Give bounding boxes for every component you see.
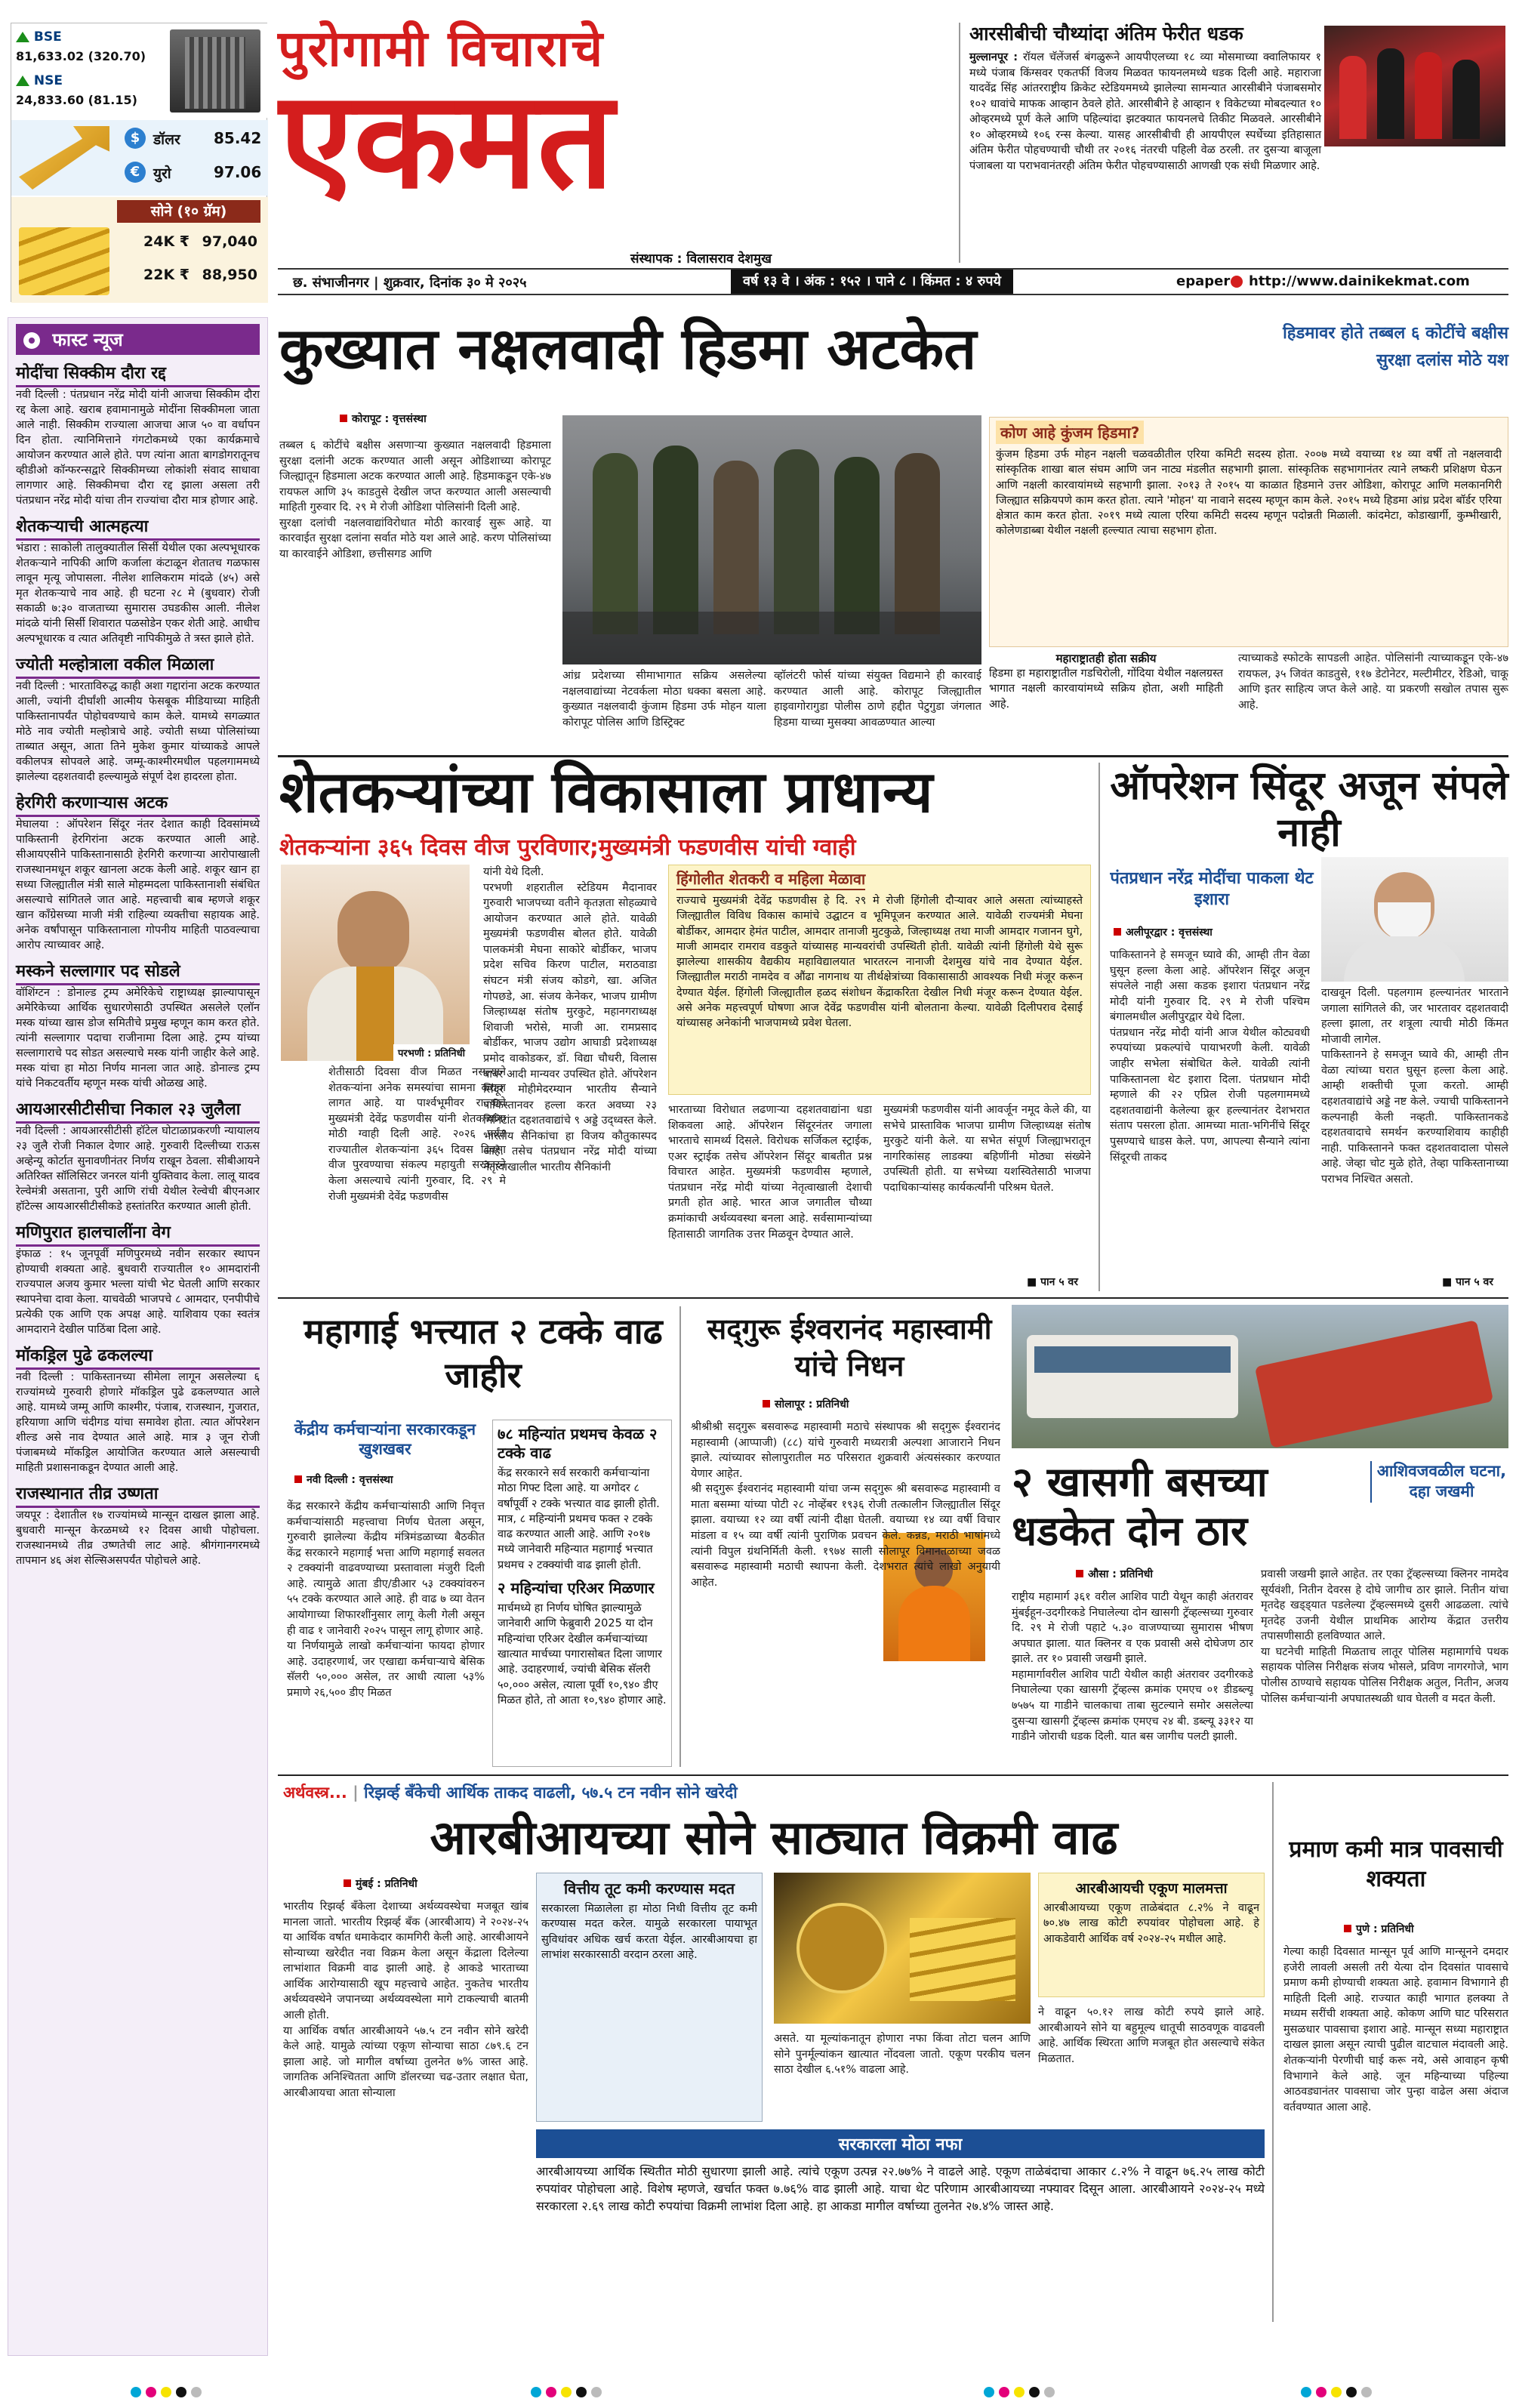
- registration-marks-far-right: [1299, 2386, 1374, 2400]
- hidma-box-body: कुंजम हिडमा उर्फ मोहन नक्षली चळवळीतील एरिया कमिटी सदस्य होता. २००७ मध्ये वयाच्या १४ व्या वर्षी तो नक्षलवादी सांस्कृतिक शाखा बाल संघम आणि जन नाट्य मंडलीत सहभागी झाला. सांस्कृतिक सहभागानंतर त्याने लष्करी प्रशिक्षण घेऊन आणि नक्षली कारवायांमध्ये सहभागी झाला. २०१३ ते २०१५ या काळात हिडमाने उत्तर ओडिशा, कोरापूट आणि मलकानगिरी जिल्ह्यात सक्रियपणे काम करत होता. त्याने 'मोहन' या नावाने सदस्य म्हणून काम केले. २०१५ मध्ये हिडमा आंध्र प्रदेश बॉर्डर एरिया क्षेत्रात काम करत होता. २०१९ मध्ये त्याला एरिया कमिटी सदस्य म्हणून पदोन्नती मिळाली. कांदमेटा, कोडाखार्गी, कुम्भीखारी, कोलेणडाब्बा येथील नक्षली हल्ल्यात त्याचा सहभाग होता.: [996, 449, 1502, 538]
- gold24-value: 97,040: [202, 233, 257, 250]
- hidma-col2: आंध्र प्रदेशच्या सीमाभागात सक्रिय असलेल्या नक्षलवाद्यांच्या नेटवर्कला मोठा धक्का बसला आहे. कुख्यात नक्षलवादी कुंजाम हिडमा उर्फ मोहन याला कोरापूट पोलिस आणि डिस्ट्रिक्ट: [562, 670, 766, 729]
- gear-icon: [23, 332, 40, 349]
- sidebar-item-headline: राजस्थानात तीव्र उष्णता: [16, 1480, 260, 1508]
- divider: [278, 755, 1508, 757]
- gold-box-body: सरकारला मिळालेला हा मोठा निधी वित्तीय तूट कमी करण्यास मदत करेल. यामुळे सरकारला पायाभूत सुविधांवर अधिक खर्च करता येईल. आरबीआयचा हा लाभांश सरकारसाठी वरदान ठरला आहे.: [541, 1903, 757, 1961]
- farmers-subhead: शेतकऱ्यांना ३६५ दिवस वीज पुरविणार;मुख्यमंत्री फडणवीस यांची ग्वाही: [279, 834, 856, 861]
- da-box: [492, 1420, 672, 1767]
- registration-marks-center: [528, 2386, 604, 2400]
- sidebar-item-body: नवी दिल्ली : भारताविरुद्ध काही अशा गद्दारांना अटक करण्यात आली, ज्यांनी दीर्घांशी आत्मीय फेसबूक मीडियाच्या माहिती पाकिस्तानापर्यंत पोहोचवण्याचे काम केले. यामध्ये सगळ्यात मोठे नाव ज्योती मल्होत्राचे आहे. ज्योती सध्या पोलिसांच्या ताब्यात असून, आता तिने मुकेश कुमार यांच्याकडे आपले वकीलपत्र सोपवले आहे. जम्मू-काश्मीरमधील पहलगाममध्ये झालेल्या दहशतवादी हल्ल्यामुळे संपूर्ण देश हादरला होता.: [16, 680, 260, 783]
- bus-byline: औसा : प्रतिनिधी: [1076, 1567, 1153, 1581]
- sidebar-item-body: इंफाळ : १५ जूनपूर्वी मणिपुरमध्ये नवीन सरकार स्थापन होण्याची शक्यता आहे. बुधवारी राज्यातील १० आमदारांनी राज्यपाल अजय कुमार भल्ला यांची भेट घेतली आणि सरकार स्थापनेचा दावा केला. याचवेळी भाजपचे ८ आमदार, एनपीपीचे प्रत्येकी एक आणि एक अपक्ष आहे. याशिवाय एका स्वतंत्र आमदाराने देखील पाठिंबा दिला आहे.: [16, 1248, 260, 1336]
- euro-icon: €: [125, 162, 146, 183]
- gold-col3: असते. या मूल्यांकनातून होणारा नफा किंवा तोटा चलन आणि सोने पुनर्मूल्यांकन खात्यात नोंदवला जातो. एकूण परकीय चलन साठा देखील ६.५१% वाढला आहे.: [774, 2033, 1031, 2077]
- dollar-value: 85.42: [214, 129, 262, 147]
- bse-panel: [11, 23, 268, 118]
- hidma-col1: तब्बल ६ कोटींचे बक्षीस असणाऱ्या कुख्यात नक्षलवादी हिडमाला सुरक्षा दलांनी अटक करण्यात आली असून ओडिशाच्या कोरापूट जिल्ह्यातून हिडमाला अटक करण्यात आली आहे. हिडमाकडून एके-४७ रायफल आणि ३५ काडतुसे देखील जप्त करण्यात आली असल्याची माहिती गुरुवार दि. २९ मे रोजी ओडिशा पोलिसांनी दिली आहे. सुरक्षा दलांची नक्षलवाद्यांविरोधात मोठी कारवाई सुरू आहे. या कारवाईत सुरक्षा दलांना सर्वात मोठे यश आले आहे. करण पोलिसांच्या या कारवाईने ओडिशा, छत्तीसगड आणि: [279, 439, 551, 561]
- registration-marks-left: [128, 2386, 204, 2400]
- epaper-label: epaper: [1176, 273, 1231, 289]
- hingoli-box-title: हिंगोलीत शेतकरी व महिला मेळावा: [676, 868, 865, 890]
- divider: [679, 1306, 681, 1767]
- issue-info: वर्ष १३ वे । अंक : १५२ । पाने ८ । किंमत : ४ रुपये: [731, 270, 1013, 294]
- top-story-text: रॉयल चॅलेंजर्स बंगळुरूने आयपीएलच्या १८ व्या मोसमाच्या क्वालिफायर १ मध्ये पंजाब किंग्सवर एकतर्फी विजय मिळवत फायनलमध्ये धडक दिली आहे. महाराजा यादवेंद्र सिंह आंतरराष्ट्रीय क्रिकेट स्टेडियममध्ये झालेल्या सामन्यात आरसीबीने पंजाबसमोर १०२ धावांचे माफक आव्हान ठेवले होते. आरसीबीने हे आव्हान १ विकेटच्या मोबदल्यात १० ओव्हरमध्ये पूर्ण केले आणि पहिल्यांदा झटक्यात फायनलचे तिकीट मिळवले. आरसीबीने १० ओव्हरमध्ये १०६ रन्स केल्या. यासह आरसीबीची ही आयपीएल स्पर्धेच्या इतिहासात अंतिम फेरीत पोहचण्याची चौथी तर २०१६ नंतरची पहिली वेळ ठरली. तर दुसऱ्या बाजूला पंजाबला या पराभवानंतरही अंतिम फेरीत पोहचण्यासाठी आणखी एक संधी मिळणार आहे.: [969, 51, 1321, 173]
- website-link[interactable]: http://www.dainikekmat.com: [1249, 273, 1470, 289]
- obit-body: श्रीश्रीश्री सद्‌गुरू बसवारूढ महास्वामी मठाचे संस्थापक श्री सद्‌गुरू ईश्वरानंद महास्वामी (आप्पाजी) (८८) यांचे गुरुवारी मध्यरात्री अल्पशा आजाराने निधन झाले. त्यांच्यावर सोलापुरातील मठ परिसरात शुक्रवारी अंत्यसंस्कार करण्यात येणार आहेत. श्री सद्‌गुरू ईश्वरानंद महास्वामी यांचा जन्म सद्‌गुरू श्री बसवारूढ महास्वामी व माता बसम्मा यांच्या पोटी २८ नोव्हेंबर १९३६ रोजी तत्कालीन जिल्ह्यातील सिंदूर झाला. वयाच्या १२ व्या वर्षी त्यांनी दीक्षा घेतली. वयाच्या १४ व्या वर्षी विचार मांडला व १५ व्या वर्षी त्यांनी पुराणिक प्रवचन केले. कन्नड, मराठी भाषांमध्ये त्यांनी विपुल ग्रंथनिर्मिती केली. १९७४ साली सोलापूर विमानतळाच्या जवळ बसवारूढ महास्वामी मठाची स्थापना केली. देशभरात त्यांचे लाखो अनुयायी आहेत.: [691, 1421, 1000, 1589]
- fadnavis-photo: [281, 865, 470, 1061]
- fadnavis-photo-caption: परभणी : प्रतिनिधी: [393, 1044, 470, 1061]
- hidma-kicker2: सुरक्षा दलांस मोठे यश: [1376, 351, 1508, 370]
- gold-kicker: अर्थवस्त्र...: [283, 1784, 347, 1802]
- sidebar-item-headline: ज्योती मल्होत्राला वकील मिळाला: [16, 651, 260, 679]
- top-story-body: [969, 50, 1321, 174]
- hidma-arrest-photo: [562, 415, 981, 664]
- hingoli-box: [668, 865, 1091, 1095]
- sidebar-item-headline: आयआरसीटीसीचा निकाल २३ जुलैला: [16, 1096, 260, 1124]
- sidebar-item-body: नवी दिल्ली : पंतप्रधान नरेंद्र मोदी यांनी आजचा सिक्कीम दौरा रद्द केला आहे. खराब हवामानामुळे मोदींना सिक्कीमला जाता आले नाही. सिक्कीम राज्याला आजचा आज ५० वा वर्धापन दिन होता. त्यानिमित्ताने गंगटोकमध्ये एका कार्यक्रमाचे आयोजन करण्यात आले होते. पण त्यांना आता बागडोगरातूनच व्हीडीओ कॉन्फरन्सद्वारे सिक्कीमच्या लोकांशी संवाद साधावा लागणार आहे. सिक्कीमचा दौरा रद्द झाला असला तरी पंतप्रधान नरेंद्र मोदी यांचा तीन राज्यांचा दौरा मात्र होणार आहे.: [16, 389, 260, 507]
- hidma-kicker: हिडमावर होते तब्बल ६ कोटींचे बक्षीस: [1283, 324, 1508, 343]
- nse-value: 24,833.60 (81.15): [16, 93, 137, 107]
- rbi-gold-photo: [774, 1873, 1031, 2024]
- hidma-col-right: त्याच्याकडे स्फोटके सापडली आहेत. पोलिसांनी त्याच्याकडून एके-४७ रायफल, ३५ जिवंत काडतुसे, ११७ डेटोनेटर, मल्टीमीटर, रेडिओ, चाकू आणि इतर साहित्य जप्त केले आहे. या प्रकरणी सखोल तपास सुरू आहे.: [1238, 652, 1508, 711]
- stock-exchange-image: [170, 29, 260, 113]
- sidebar-item-headline: मस्कने सल्लागार पद सोडले: [16, 957, 260, 985]
- up-arrow-icon: [16, 32, 29, 42]
- nse-label: NSE: [33, 73, 63, 88]
- currency-panel: [11, 120, 268, 196]
- dollar-icon: $: [125, 128, 146, 149]
- euro-value: 97.06: [214, 163, 262, 181]
- hidma-kicker-box: [1200, 321, 1508, 381]
- rbi-assets-title: आरबीआयची एकूण मालमत्ता: [1075, 1880, 1228, 1897]
- gold24-row: [143, 233, 257, 250]
- euro-label: युरो: [153, 165, 171, 182]
- sidebar-header: [16, 324, 260, 355]
- bus-headline: २ खासगी बसच्या धडकेत दोन ठार: [1012, 1457, 1268, 1555]
- gold-bars-image: [19, 227, 109, 295]
- masthead-founder: संस्थापक : विलासराव देशमुख: [630, 251, 772, 267]
- dollar-label: डॉलर: [153, 131, 180, 148]
- sindoor-col2: दाखवून दिली. पहलगाम हल्ल्यानंतर भारताने जगाला सांगितले की, जर भारतावर दहशतवादी हल्ला झाला, तर शत्रूला त्याची मोठी किंमत मोजावी लागेल. पाकिस्तानने हे समजून घ्यावे की, आम्ही तीन वेळा त्यांच्या घरात घुसून हल्ला केला आहे. आम्ही शक्तीची पूजा करतो. आम्ही दहशतवाद्यांचे अड्डे नष्ट केले. ज्याची पाकिस्तानने कल्पनाही केली नव्हती. पाकिस्तानकडे दहशतवादाचे समर्थन करण्याशिवाय काहीही नाही. पाकिस्तानने फक्त दहशतवादाला पोसले आहे. जेव्हा चोट मुळे होते, तेव्हा पाकिस्तानाच्या पराभव निश्चित असतो.: [1321, 987, 1508, 1186]
- hidma-col3: व्हॉलंटरी फोर्स यांच्या संयुक्त विद्यमाने ही कारवाई करण्यात आली आहे. कोरापूट जिल्ह्यातील हाइवागोरागुडा पोलीस ठाणे हद्दीत पेटुगुडा जंगलात हिडमा याच्या मुसक्या आवळण्यात आल्या: [774, 670, 981, 729]
- sindoor-byline: अलीपूरद्वार : वृत्तसंस्था: [1114, 925, 1212, 939]
- farmers-col3: भारताच्या विरोधात लढणाऱ्या दहशतवाद्यांना धडा शिकवला आहे. ऑपरेशन सिंदूरनंतर जगाला भारताचे सामर्थ्य दिसले. विरोधक सर्जिकल स्ट्राईक, एअर स्ट्राईक तसेच ऑपरेशन सिंदूर बाबतीत प्रश्न विचारत आहेत. मुख्यमंत्री फडणवीस म्हणाले, पंतप्रधान नरेंद्र मोदी यांच्या नेतृत्वाखाली देशाची प्रगती होत आहे. भारत आज जगातील चौथ्या क्रमांकाची अर्थव्यवस्था बनला आहे. सर्वसामान्यांच्या हितासाठी जागतिक उत्तर मिळवून देण्यात आले.: [668, 1104, 872, 1241]
- divider: [278, 1774, 1508, 1776]
- hidma-headline: कुख्यात नक्षलवादी हिडमा अटकेत: [279, 315, 977, 382]
- sindoor-headline: ऑपरेशन सिंदूर अजून संपले नाही: [1110, 763, 1508, 856]
- rain-headline: प्रमाण कमी मात्र पावसाची शक्यता: [1289, 1836, 1503, 1892]
- divider: [278, 1297, 1508, 1299]
- date-bar: [278, 268, 1508, 295]
- masthead-name: एकमत: [279, 60, 615, 218]
- bse-value: 81,633.02 (320.70): [16, 49, 146, 63]
- bus-accident-photo: [1012, 1305, 1508, 1448]
- hingoli-box-body: राज्याचे मुख्यमंत्री देवेंद्र फडणवीस हे दि. २९ मे रोजी हिंगोली दौऱ्यावर आले असता त्यांच्याहस्ते जिल्ह्यातील विविध विकास कामांचे उद्घाटन व भूमिपूजन करण्यात आले. यावेळी राज्यमंत्री मेघना बोर्डीकर, आमदार हेमंत पाटील, आमदार तानाजी मुटकुळे, जिल्हाध्यक्ष तथा माजी आमदार गजानन घुगे, माजी आमदार रामराव वडकुते यांच्यासह मान्यवरांची उपस्थिती होती. यावेळी त्यांनी हिंगोली येथे सुरू झालेल्या शासकीय वैद्यकीय महाविद्यालयात भारतरत्न नानाजी देशमुख यांचे नाव देण्यात येईल. जिल्ह्यातील मराठी नामदेव व औंढा नागनाथ या तीर्थक्षेत्रांच्या विकासासाठी आवश्यक निधी मंजूर करून देण्यात येईल. हिंगोली जिल्ह्यातील हळद संशोधन केंद्राकरिता देखील निधी मंजूर करून देण्यात येईल. असे अनेक महत्त्वपूर्ण घोषणा आज देवेंद्र फडणवीस यांनी बोलताना केल्या. यावेळी दिलीपराव देसाई यांच्यासह अनेकांनी भाजपामध्ये प्रवेश घेतला.: [676, 895, 1083, 1030]
- gold-box-title: वित्तीय तूट कमी करण्यास मदत: [563, 1879, 735, 1898]
- rupee-arrow-image: [19, 126, 109, 190]
- bus-col2: प्रवासी जखमी झाले आहेत. तर एका ट्रॅव्हल्सच्या क्लिनर नामदेव सूर्यवंशी, नितीन देवरस हे दोघे जागीच ठार झाले. नितीन यांचा मृतदेह खड्ड्यात पडलेल्या ट्रॅव्हल्समध्ये दुसरी आढळला. त्यांचे मृतदेह उजनी येथील प्राथमिक आरोग्य केंद्रात उत्तरीय तपासणीसाठी हलविण्यात आले. या घटनेची माहिती मिळताच लातूर पोलिस महामार्गाचे पथक सहायक पोलिस निरीक्षक संजय भोसले, प्रविण नागरगोजे, भाग पोलीस ठाण्याचे सहायक पोलिस निरीक्षक अतुल, नितीन, अजय पोलिस कर्मचाऱ्यांनी अपघातस्थळी धाव घेतली व मदत केली.: [1261, 1568, 1508, 1705]
- sindoor-cont-text: पान ५ वर: [1456, 1276, 1493, 1288]
- rain-byline: पुणे : प्रतिनिधी: [1344, 1922, 1414, 1936]
- sidebar-item-body: भंडारा : साकोली तालुक्यातील सिर्सी येथील एका अल्पभूधारक शेतकऱ्याने नापिकी आणि कर्जाला कंटाळून शेतातच गळफास लावून मृत्यू जोपासला. नीलेश शालिकराम मांदळे (४५) असे मृत शेतकऱ्याचे नाव आहे. ही घटना २८ मे (बुधवार) रोजी सकाळी ७:३० वाजताच्या सुमारास उघडकीस आली. नीलेश मांदळे यांनी सिर्सी शिवारात पळसोडेन एकर शेती आहे. आधीच अल्पभूधारक व त्यात अतिवृष्टी नापिकीमुळे ते त्रस्त झाले होते.: [16, 542, 260, 645]
- sidebar-title: फास्ट न्यूज: [52, 329, 123, 350]
- web-icon: [1231, 276, 1243, 288]
- top-story-place: मुल्लानपूर :: [969, 51, 1018, 63]
- da-headline: महागाई भत्त्यात २ टक्के वाढ जाहीर: [304, 1311, 663, 1395]
- sidebar-item-headline: शेतकऱ्याची आत्महत्या: [16, 513, 260, 541]
- da-box2-title: २ महिन्यांचा एरिअर मिळणार: [498, 1579, 655, 1598]
- sindoor-col1: पाकिस्तानने हे समजून घ्यावे की, आम्ही तीन वेळा घुसून हल्ला केला आहे. ऑपरेशन सिंदूर अजून संपलेले नाही असा कडक इशारा पंतप्रधान नरेंद्र मोदी यांनी गुरुवार दि. २९ मे रोजी पश्चिम बंगालमधील अलीपुरद्वार येथे दिला. पंतप्रधान नरेंद्र मोदी यांनी आज येथील कोट्यवधी रुपयांच्या प्रकल्पांचे पायाभरणी केली. यावेळी जाहीर सभेला संबोधित केले. यावेळी त्यांनी पाकिस्तानला थेट इशारा दिला. पंतप्रधान मोदी म्हणाले की २२ एप्रिल रोजी पहलगाममध्ये दहशतवाद्यांनी केलेल्या क्रूर हल्ल्यानंतर देशभरात संताप पसरला होता. आमच्या माता-भगिनींचे सिंदूर पुसण्याचे धाडस केले. पण, आपल्या सैन्याने त्यांना सिंदूरची ताकद: [1110, 949, 1310, 1164]
- hidma-box-title: कोण आहे कुंजम हिडमा?: [996, 421, 1144, 444]
- gold-label: सोने (१० ग्रॅम): [117, 200, 260, 223]
- rbi-assets-box: [1038, 1873, 1265, 1997]
- nse-row: [16, 73, 63, 88]
- sidebar: [8, 317, 268, 2356]
- farmers-col4: मुख्यमंत्री फडणवीस यांनी आवर्जून नमूद केले की, या सभेचे प्रास्ताविक भाजपा ग्रामीण जिल्हाध्यक्ष संतोष मुरकुटे यांनी केले. या सभेत संपूर्ण जिल्ह्याभरातून नागरिकांसह लाडक्या बहिणींनी मोठ्या संख्येने उपस्थिती होती. या सभेच्या यशस्वितेसाठी भाजपा पदाधिकाऱ्यांसह कार्यकर्त्यांनी परिश्रम घेतले.: [883, 1104, 1091, 1194]
- obit-headline: सद्‌गुरू ईश्वरानंद महास्वामी यांचे निधन: [707, 1312, 992, 1383]
- sidebar-item-headline: हेरगिरी करणाऱ्यास अटक: [16, 789, 260, 817]
- profit-body: आरबीआयच्या आर्थिक स्थितीत मोठी सुधारणा झाली आहे. त्यांचे एकूण उत्पन्न २२.७७% ने वाढले आहे. एकूण ताळेबंदाचा आकार ८.२% ने वाढून ७६.२५ लाख कोटी रुपयांवर पोहोचला आहे. विशेष म्हणजे, खर्चात फक्त ७.७६% वाढ झाली आहे. याचा थेट परिणाम आरबीआयच्या नफ्यावर दिसून आला. आरबीआयने २०२४-२५ मध्ये सरकारला २.६९ लाख कोटी रुपयांचा विक्रमी लाभांश दिला आहे. हा आकडा मागील वर्षाच्या तुलनेत २७.४% जास्त आहे.: [536, 2164, 1265, 2214]
- gold-kicker-text: रिझर्व्ह बँकेची आर्थिक ताकद वाढली, ५७.५ टन नवीन सोने खरेदी: [364, 1784, 738, 1802]
- top-story-headline: आरसीबीची चौथ्यांदा अंतिम फेरीत धडक: [969, 23, 1243, 45]
- farmers-col1: शेतीसाठी दिवसा वीज मिळत नसल्याने शेतकऱ्यांना अनेक समस्यांचा सामना करावा लागत आहे. या पार्श्वभूमीवर राज्याचे मुख्यमंत्री देवेंद्र फडणवीस यांनी शेतकऱ्यांना मोठी ग्वाही दिली आहे. २०२६ पर्यंत राज्यातील शेतकऱ्यांना ३६५ दिवस दिवसा वीज पुरवण्याचा संकल्प महायुती सरकारने केला असल्याचे त्यांनी गुरुवार, दि. २९ मे रोजी मुख्यमंत्री देवेंद्र फडणवीस: [328, 1066, 506, 1203]
- market-box: [11, 23, 267, 302]
- farmers-col2: यांनी येथे दिली. परभणी शहरातील स्टेडियम मैदानावर गुरुवारी भाजपच्या वतीने कृतज्ञता सोहळ्याचे आयोजन करण्यात आले होते. यावेळी मुख्यमंत्री फडणवीस बोलत होते. यावेळी पालकमंत्री मेघना साकोरे बोर्डीकर, भाजप प्रदेश सचिव किरण पाटील, मराठवाडा संघटन मंत्री संजय कोडगे, खा. अजित गोपछडे, आ. संजय केनेकर, भाजप ग्रामीण जिल्हाध्यक्ष संतोष मुरकुटे, महानगराध्यक्ष शिवाजी भरोसे, माजी आ. रामप्रसाद बोर्डीकर, भाजप उद्योग आघाडी प्रदेशाध्यक्ष प्रमोद वाकोडकर, डॉ. विद्या चौधरी, विलास बाबर आदी मान्यवर उपस्थित होते. ऑपरेशन सिंदूर मोहीमेदरम्यान भारतीय सैन्याने पाकिस्तानवर हल्ला करत अवघ्या २३ मिनिटांत दहशतवाद्यांचे ९ अड्डे उद्ध्वस्त केले. भारतीय सैनिकांचा हा विजय कौतुकास्पद आहे. तसेच पंतप्रधान नरेंद्र मोदी यांच्या नेतृत्वाखालील भारतीय सैनिकांनी: [483, 866, 657, 1173]
- sidebar-list: [16, 359, 260, 1568]
- gold-panel: [11, 197, 268, 303]
- da-body: केंद्र सरकारने केंद्रीय कर्मचाऱ्यांसाठी आणि निवृत्त कर्मचाऱ्यांसाठी महत्त्वाचा निर्णय घेतला असून, गुरुवारी झालेल्या केंद्रीय मंत्रिमंडळाच्या बैठकीत केंद्र सरकारने महागाई भत्ता आणि महागाई सवलत २ टक्क्यांनी वाढवण्याच्या प्रस्तावाला मंजुरी दिली आहे. त्यामुळे आता डीए/डीआर ५३ टक्क्यांवरुन ५५ टक्के करण्यात आले आहे. ही वाढ ७ व्या वेतन आयोगाच्या शिफारशींनुसार लागू केली गेली असून ही वाढ १ जानेवारी २०२५ पासून लागू होणार आहे. या निर्णयामुळे लाखो कर्मचाऱ्यांना फायदा होणार आहे. उदाहरणार्थ, जर एखाद्या कर्मचाऱ्याचे बेसिक सॅलरी ५०,००० असेल, तर आधी त्याला ५३% प्रमाणे २६,५०० डीए मिळत: [287, 1500, 485, 1699]
- gold-headline: आरबीआयच्या सोने साठ्यात विक्रमी वाढ: [430, 1810, 1118, 1865]
- sindoor-cont: [1442, 1275, 1493, 1289]
- sidebar-item-body: नवी दिल्ली : आयआरसीटीसी हॉटेल घोटाळाप्रकरणी न्यायालय २३ जुलै रोजी निकाल देणार आहे. गुरुवारी दिल्लीच्या राऊस अव्हेन्यू कोर्टात सुनावणीनंतर निर्णय राखून ठेवला. सीबीआयने अतिरिक्त सॉलिसिटर जनरल यांनी युक्तिवाद केला. लालू यादव रेल्वेमंत्री असताना, पुरी आणि रांची येथील रेल्वेची बीएनआर हॉटेल्स आयआरसीटीसीकडे हस्तांतरित करण्यात आली होती.: [16, 1125, 260, 1213]
- gold-col4: ने वाढून ५०.१२ लाख कोटी रुपये झाले आहे. आरबीआयने सोने या बहुमूल्य धातूची साठवणूक वाढवली आहे. आर्थिक स्थिरता आणि मजबूत होत असल्याचे संकेत मिळतात.: [1038, 2006, 1265, 2065]
- gold-box: [536, 1873, 763, 2122]
- sidebar-item-headline: मोदींचा सिक्कीम दौरा रद्द: [16, 359, 260, 387]
- gold22-value: 88,950: [202, 267, 257, 283]
- bus-col1: राष्ट्रीय महामार्ग ३६१ वरील आशिव पाटी येथून काही अंतरावर मुंबईहून-उदगीरकडे निघालेल्या दोन खासगी ट्रॅव्हल्सच्या गुरुवार दि. २९ मे रोजी पहाटे ५.३० वाजण्याच्या सुमारास भीषण अपघात झाला. यात क्लिनर व एक प्रवासी असे दोघेजण ठार झाले. तर १० प्रवासी जखमी झाले. महामार्गावरील आशिव पाटी येथील काही अंतरावर उदगीरकडे निघालेल्या एका खासगी ट्रॅव्हल्स क्रमांक एमएच ०१ डीडब्ल्यू ७५७५ या गाडीने चालकाचा ताबा सुटल्याने समोर असलेल्या दुसऱ्या खासगी ट्रॅव्हल्स क्रमांक एमएच २४ बी. डब्ल्यू ३३१२ या गाडीने जोराची धडक दिली. यात बस जागीच पलटी झाली.: [1012, 1591, 1253, 1744]
- hidma-sub-head: महाराष्ट्रातही होता सक्रीय: [1055, 652, 1157, 665]
- da-box-title: ७८ महिन्यांत प्रथमच केवळ २ टक्के वाढ: [498, 1425, 658, 1462]
- divider: [1272, 1782, 1274, 2322]
- arrow-right-icon: ■: [1027, 1276, 1037, 1288]
- gold22-label: 22K ₹: [143, 267, 190, 283]
- da-byline: नवी दिल्ली : वृत्तसंस्था: [294, 1472, 393, 1487]
- gold24-label: 24K ₹: [143, 233, 190, 250]
- profit-box: [536, 2129, 1265, 2322]
- dateline: छ. संभाजीनगर | शुक्रवार, दिनांक ३० मे २०२५: [293, 275, 527, 291]
- modi-photo: [1321, 857, 1508, 982]
- sidebar-item-headline: मणिपुरात हालचालींना वेग: [16, 1219, 260, 1247]
- masthead-tagline: पुरोगामी विचाराचे: [278, 19, 605, 78]
- arrow-right-icon: ■: [1442, 1276, 1453, 1288]
- da-subhead: केंद्रीय कर्मचाऱ्यांना सरकारकडून खुशखबर: [294, 1420, 476, 1459]
- sidebar-item-headline: मॉकड्रिल पुढे ढकलल्या: [16, 1342, 260, 1370]
- gold-kicker-row: अर्थवस्त्र... | रिझर्व्ह बँकेची आर्थिक ताकद वाढली, ५७.५ टन नवीन सोने खरेदी: [283, 1784, 738, 1802]
- bus-side: आशिवजवळील घटना, दहा जखमी: [1370, 1461, 1508, 1503]
- rbi-assets-body: आरबीआयच्या एकूण ताळेबंदात ८.२% ने वाढून ७०.४७ लाख कोटी रुपयांवर पोहोचला आहे. हे आकडेवारी आर्थिक वर्ष २०२४-२५ मधील आहे.: [1043, 1902, 1259, 1945]
- bse-label: BSE: [33, 29, 62, 45]
- rcb-photo: [1324, 26, 1505, 146]
- sidebar-item-body: नवी दिल्ली : पाकिस्तानच्या सीमेला लागून असलेल्या ६ राज्यांमध्ये गुरुवारी होणारे मॉकड्रिल पुढे ढकलण्यात आले आहे. यामध्ये जम्मू आणि काश्मीर, पंजाब, राजस्थान, गुजरात, हरियाणा आणि चंदीगड यांचा समावेश होता. त्यात ऑपरेशन शील्ड असे नाव देण्यात आले आहे. मात्र ३ जून रोजी पंजाबमध्ये मॉकड्रिल आयोजित करण्यात आले असल्याची माहिती प्रशासनाकडून देण्यात आली आहे.: [16, 1371, 260, 1474]
- farmers-cont-text: पान ५ वर: [1040, 1276, 1078, 1288]
- obit-byline: सोलापूर : प्रतिनिधी: [763, 1397, 849, 1411]
- up-arrow-icon: [16, 76, 29, 86]
- sindoor-subhead: पंतप्रधान नरेंद्र मोदींचा पाकला थेट इशारा: [1110, 869, 1314, 909]
- bse-row: [16, 29, 62, 45]
- sidebar-item-body: मेघालया : ऑपरेशन सिंदूर नंतर देशात काही दिवसांमध्ये पाकिस्तानी हेरगिरांना अटक करण्यात आली आहे. सीआयएसीने पाकिस्तानासाठी हेरगिरी करणाऱ्या आरोपाखाली राजस्थानमधून शकूर खानला अटक केली आहे. शकूर खान हा सध्या जिल्ह्यातील मंत्री साले मोहम्मदला पाकिस्तानाशी संबंधित असल्याचे सांगितले जात आहे. महत्त्वाची बाब म्हणजे शकूर खान काँग्रेसच्या माजी मंत्री राहिल्या व्यक्तीचा सहायक आहे. अनेक वर्षांपासून पाकिस्तानाला गोपनीय माहिती पाठवल्याचा आरोप त्याच्यावर आहे.: [16, 819, 260, 951]
- hidma-sub: [989, 651, 1223, 749]
- top-story: [959, 23, 1508, 263]
- gold-byline: मुंबई : प्रतिनिधी: [344, 1876, 418, 1891]
- hidma-info-box: [989, 417, 1508, 647]
- registration-marks-right: [981, 2386, 1057, 2400]
- gold-col1: भारतीय रिझर्व्ह बँकेला देशाच्या अर्थव्यवस्थेचा मजबूत खांब मानला जातो. भारतीय रिझर्व्ह बँक (आरबीआय) ने २०२४-२५ या आर्थिक वर्षात धमाकेदार कामगिरी केली आहे. आरबीआयने सोन्याच्या खरेदीत नवा विक्रम केला असून केंद्राला दिलेल्या लाभांशात विक्रमी वाढ झाली आहे. हे आकडे भारताच्या आर्थिक आरोग्यासाठी खूप महत्त्वाचे आहेत. नुकतेच भारतीय अर्थव्यवस्थेने जपानच्या अर्थव्यवस्थेला मागे टाकल्याची बातमी आली होती. या आर्थिक वर्षात आरबीआयने ५७.५ टन नवीन सोने खरेदी केले आहे. यामुळे त्यांच्या एकूण सोन्याचा साठा ८७९.६ टन झाला आहे. जो मागील वर्षाच्या तुलनेत ७% जास्त आहे. जागतिक अनिश्चितता आणि डॉलरच्या चढ-उतार लक्षात घेता, आरबीआयचा आता सोन्याला: [283, 1901, 528, 2099]
- divider: [1098, 763, 1100, 1291]
- hidma-sub-body: हिडमा हा महाराष्ट्रातील गडचिरोली, गोंदिया येथील नक्षलग्रस्त भागात नक्षली कारवायांमध्ये सक्रिय होता, अशी माहिती आहे.: [989, 668, 1223, 711]
- farmers-headline: शेतकऱ्यांच्या विकासाला प्राधान्य: [279, 758, 933, 825]
- sidebar-item-body: जयपूर : देशातील १७ राज्यांमध्ये मान्सून दाखल झाला आहे. बुधवारी मान्सून केरळमध्ये १२ दिवस आधी पोहोचला. राजस्थानमध्ये तीव्र उष्णतेची लाट आहे. श्रीगंगानगरमध्ये तापमान ४६ अंश सेल्सिअसपर्यंत पोहोचले आहे.: [16, 1509, 260, 1567]
- rain-body: गेल्या काही दिवसात मान्सून पूर्व आणि मान्सूनने दमदार हजेरी लावली असली तरी येत्या दोन दिवसांत पावसाचे प्रमाण कमी होण्याची शक्यता आहे. हवामान विभागाने ही माहिती दिली आहे. राज्यात काही भागात हलक्या ते मध्यम सरींची शक्यता आहे. कोकण आणि घाट परिसरात मुसळधार पावसाचा इशारा आहे. मान्सून सध्या महाराष्ट्रात दाखल झाला असून त्याची पुढील वाटचाल मंदावली आहे. शेतकऱ्यांनी पेरणीची घाई करू नये, असे आवाहन कृषी विभागाने केले आहे. जून महिन्याच्या पहिल्या आठवड्यानंतर पावसाचा जोर पुन्हा वाढेल असा अंदाज वर्तवण्यात आला आहे.: [1283, 1946, 1508, 2114]
- gold22-row: [143, 267, 257, 283]
- da-box-body: केंद्र सरकारने सर्व सरकारी कर्मचाऱ्यांना मोठा गिफ्ट दिला आहे. या अगोदर ८ वर्षांपूर्वी २ टक्के भत्त्यात वाढ झाली होती. मात्र, ८ महिन्यांनी प्रथमच फक्त २ टक्के वाढ करण्यात आली आहे. आणि २०१७ मध्ये जानेवारी महिन्यात महागाई भत्त्यात प्रथमच २ टक्क्यांची वाढ झाली होती.: [498, 1467, 660, 1571]
- hidma-byline: कोरापूट : वृत्तसंस्था: [340, 412, 427, 426]
- sidebar-item-body: वॉशिंग्टन : डोनाल्ड ट्रम्प अमेरिकेचे राष्ट्राध्यक्ष झाल्यापासून अमेरिकेच्या आर्थिक सुधारणेसाठी उपस्थित असलेले एलॉन मस्क यांच्या खास डोज समितीचे प्रमुख म्हणून काम करत होते. त्यांनी सल्लागार पदाचा राजीनामा दिला आहे. ट्रम्प यांच्या सल्लागाराचे पद सोडत असल्याचे मस्क यांनी जाहीर केले आहे. मस्क यांचा हा मोठा निर्णय मानला जात आहे. डोनाल्ड ट्रम्प यांचे निकटवर्तीय म्हणून मस्क यांची ओळख आहे.: [16, 987, 260, 1090]
- da-box2-body: मार्चमध्ये हा निर्णय घोषित झाल्यामुळे जानेवारी आणि फेब्रुवारी 2025 या दोन महिन्यांचा एरिअर देखील कर्मचाऱ्यांच्या खात्यात मार्चच्या पगारासोबत दिला जाणार आहे. उदाहरणार्थ, ज्यांची बेसिक सॅलरी ५०,००० असेल, त्याला पूर्वी १०,९४० डीए मिळत होते, तो आता १०,९४० होणार आहे.: [498, 1602, 667, 1707]
- profit-title: सरकारला मोठा नफा: [536, 2129, 1265, 2158]
- farmers-cont: [1027, 1275, 1078, 1289]
